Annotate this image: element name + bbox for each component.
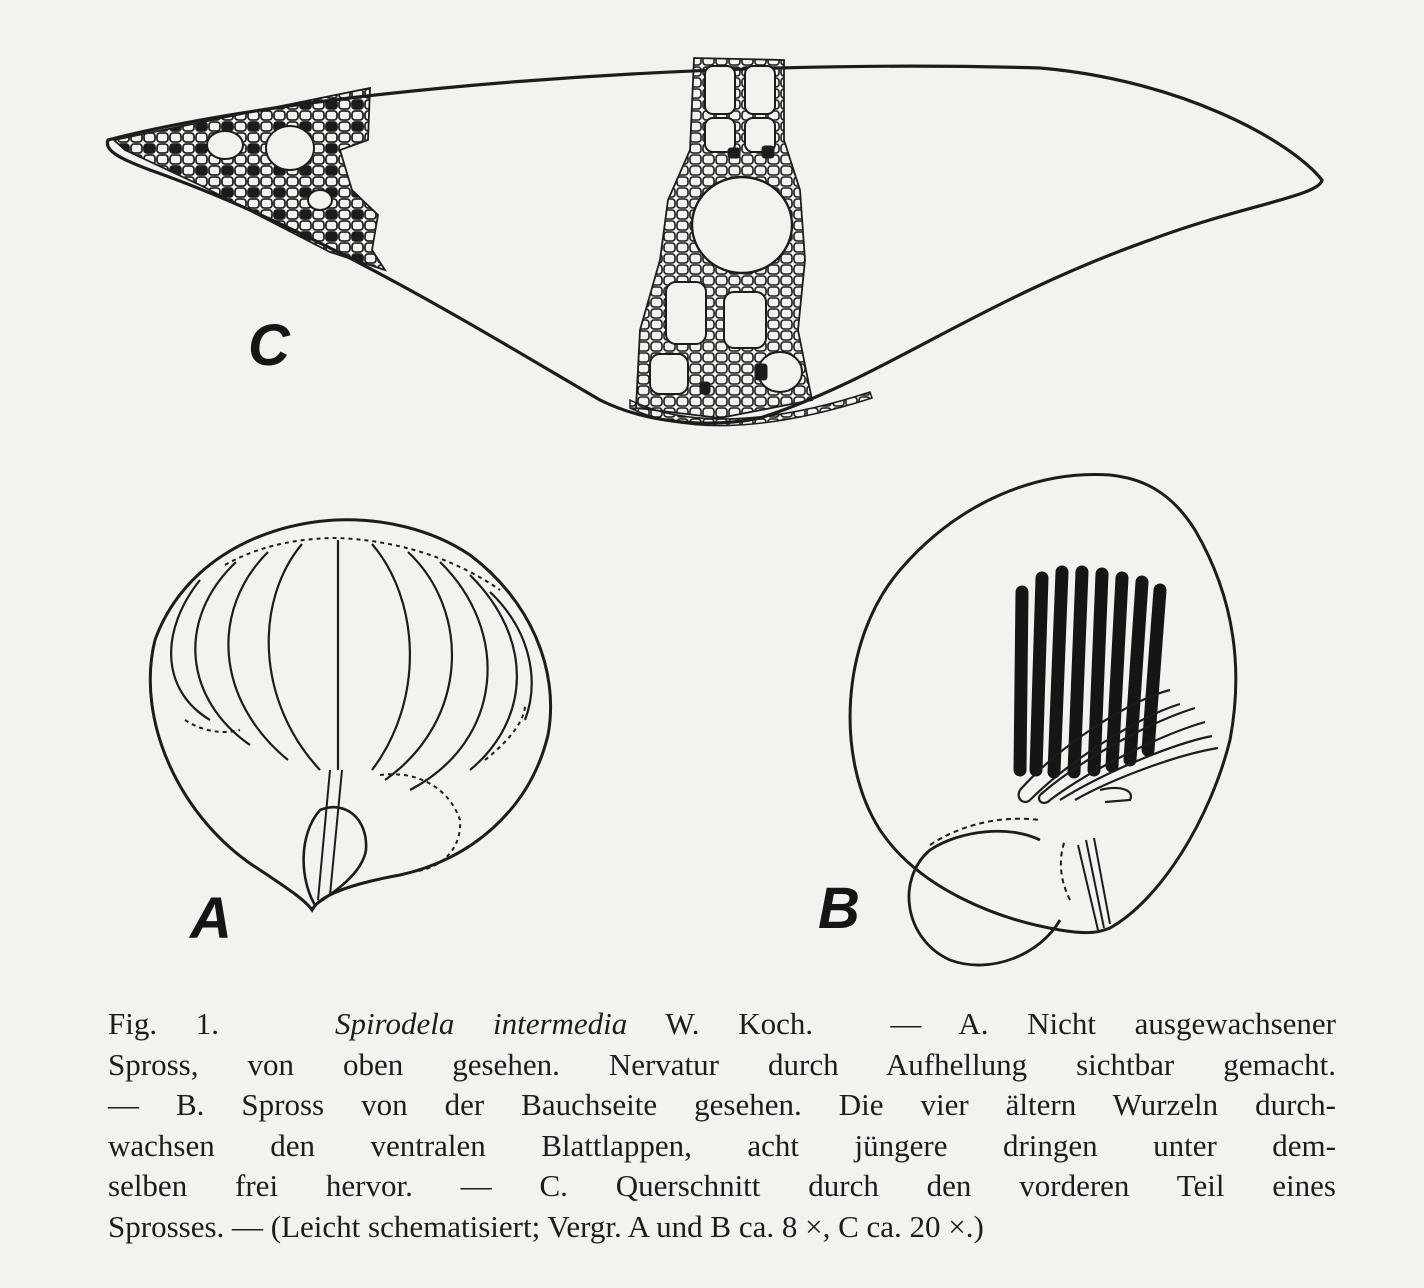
figure-label-c: C [248, 313, 290, 378]
frond-b-lobe [909, 831, 1060, 965]
frond-a [150, 520, 550, 910]
dark-roots [1020, 572, 1160, 772]
figure-label-b: B [818, 876, 860, 941]
caption-line-5: selben frei hervor. — C. Querschnitt durch den vorderen Teil eines [108, 1168, 1336, 1203]
figure-caption [108, 1004, 1336, 1247]
figure-label-a: A [190, 886, 232, 951]
caption-line-1 [108, 1004, 1336, 1045]
caption-line-3: — B. Spross von der Bauchseite gesehen. Die vier ältern Wurzeln durch- [108, 1087, 1336, 1122]
frond-a-bud [304, 807, 367, 905]
author-name: W. Koch. [665, 1006, 814, 1041]
caption-line-6: Sprosses. — (Leicht schematisiert; Vergr. A und B ca. 8 ×, C ca. 20 ×.) [108, 1208, 984, 1244]
figure-number: Fig. 1. [108, 1006, 219, 1041]
frond-a-outline [150, 520, 550, 910]
caption-line-2: Spross, von oben gesehen. Nervatur durch Aufhellung sichtbar gemacht. [108, 1046, 1336, 1082]
frond-b [850, 474, 1236, 965]
caption-line-4: wachsen den ventralen Blattlappen, acht jüngere dringen unter dem- [108, 1127, 1336, 1163]
species-name: Spirodela intermedia [334, 1006, 628, 1041]
caption-line-1-rest: — A. Nicht ausgewachsener [890, 1006, 1337, 1041]
